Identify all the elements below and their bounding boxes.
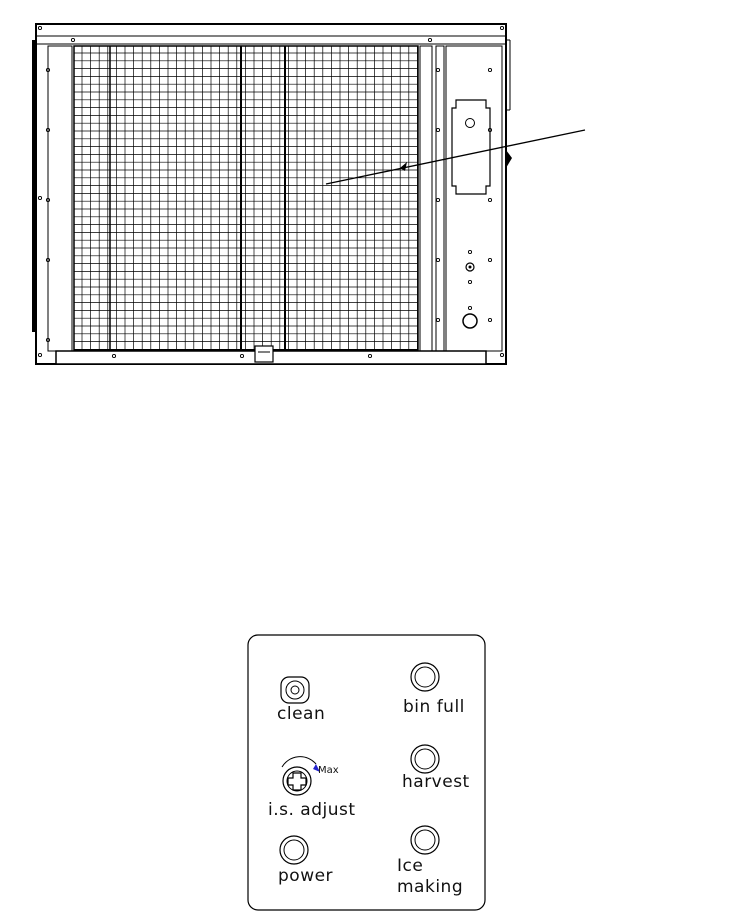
harvest-label: harvest: [402, 772, 470, 792]
bin-full-label: bin full: [403, 697, 465, 717]
ice-making-label-line1: Ice: [397, 856, 424, 876]
power-label: power: [278, 866, 334, 886]
max-label: Max: [318, 765, 339, 776]
clean-label: clean: [277, 704, 326, 724]
ice-making-label-line2: making: [397, 877, 464, 897]
cabinet-left-edge: [32, 40, 36, 332]
is-adjust-label: i.s. adjust: [268, 800, 356, 820]
grille-latch: [255, 346, 273, 362]
